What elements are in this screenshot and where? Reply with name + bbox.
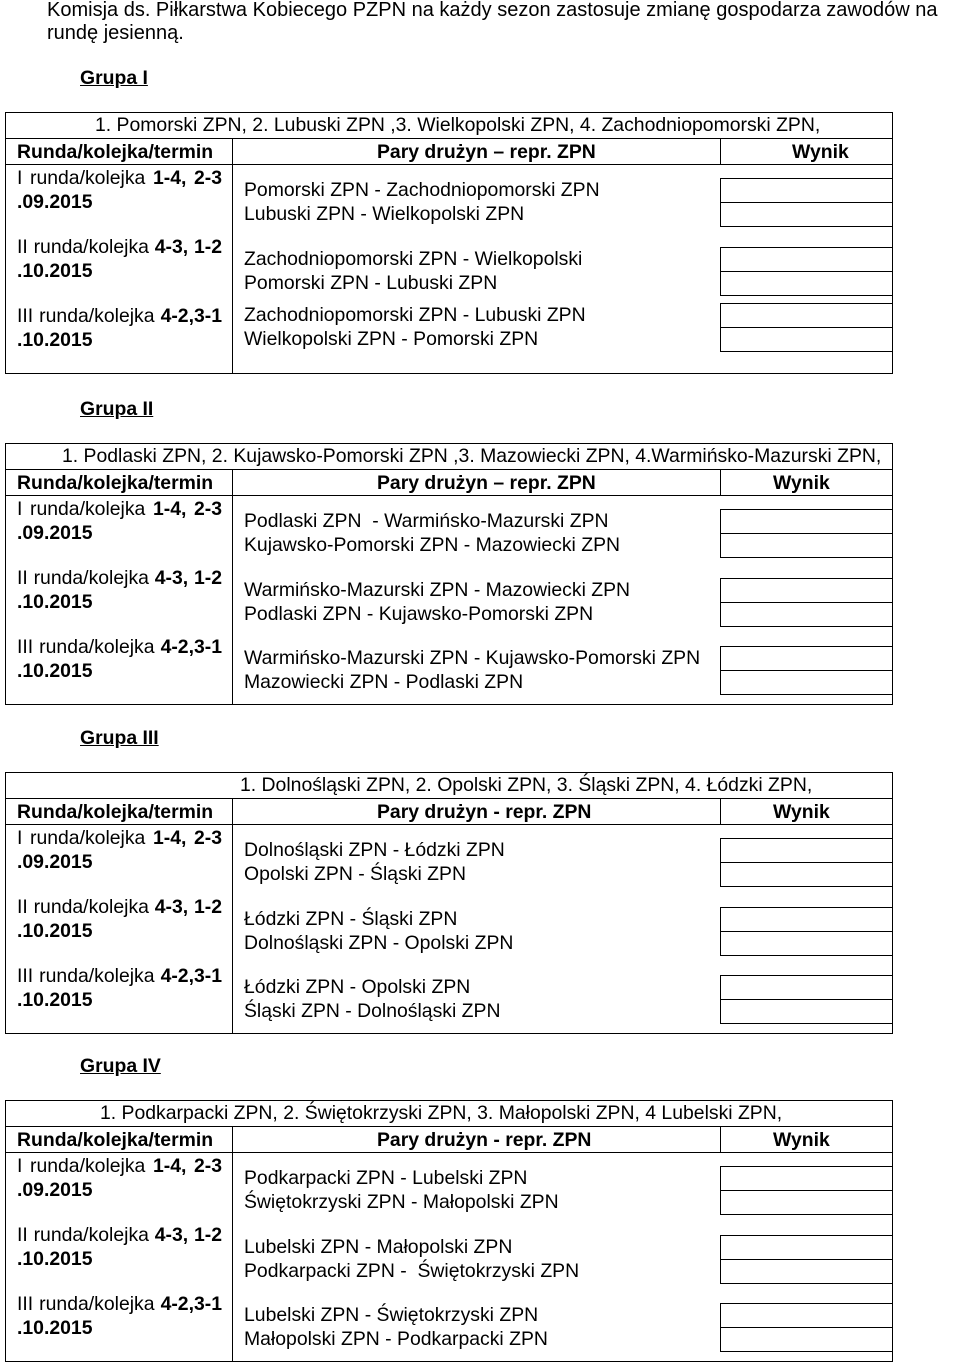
header-round: Runda/kolejka/termin [17, 472, 214, 494]
round-name: III runda/kolejka [17, 965, 155, 987]
result-cell [720, 271, 893, 296]
group-2 [0, 398, 960, 705]
round-name: I runda/kolejka [17, 827, 146, 849]
result-cell [720, 646, 893, 671]
group-4 [0, 1055, 960, 1362]
result-cell [720, 1166, 893, 1191]
round-name: I runda/kolejka [17, 498, 146, 520]
round-name: I runda/kolejka [17, 1155, 146, 1177]
round-2-label [17, 235, 222, 283]
result-cell [720, 975, 893, 1000]
header-round: Runda/kolejka/termin [17, 801, 214, 823]
result-cell [720, 533, 893, 558]
match: Podkarpacki ZPN - Lubelski ZPN [244, 1167, 528, 1189]
round-date: .09.2015 [17, 851, 93, 873]
match: Dolnośląski ZPN - Opolski ZPN [244, 932, 514, 954]
round-1-matches [244, 1166, 714, 1214]
group-title: Grupa I [80, 67, 148, 89]
round-pairing: 4-2,3-1 [160, 636, 223, 658]
group-title: Grupa II [80, 398, 154, 420]
round-date: .10.2015 [17, 329, 93, 351]
table-rule [5, 138, 893, 139]
match: Warmińsko-Mazurski ZPN - Mazowiecki ZPN [244, 579, 631, 601]
result-cell [720, 1190, 893, 1215]
round-date: .10.2015 [17, 1317, 93, 1339]
header-result: Wynik [792, 141, 849, 163]
match: Podkarpacki ZPN - Świętokrzyski ZPN [244, 1260, 580, 1282]
round-pairing: 4-3, 1-2 [154, 236, 222, 258]
round-name: III runda/kolejka [17, 636, 155, 658]
round-pairing: 4-2,3-1 [160, 1293, 223, 1315]
result-cell [720, 202, 893, 227]
result-cell [720, 931, 893, 956]
result-cell [720, 1259, 893, 1284]
result-cell [720, 907, 893, 932]
result-cell [720, 602, 893, 627]
result-cell [720, 303, 893, 328]
table-rule [5, 1152, 893, 1153]
column-divider [720, 138, 721, 164]
match: Podlaski ZPN - Kujawsko-Pomorski ZPN [244, 603, 594, 625]
group-teams: 1. Podkarpacki ZPN, 2. Świętokrzyski ZPN, 3. Małopolski ZPN, 4 Lubelski ZPN, [100, 1102, 783, 1124]
round-1-label [17, 1154, 222, 1202]
group-teams: 1. Dolnośląski ZPN, 2. Opolski ZPN, 3. Śląski ZPN, 4. Łódzki ZPN, [240, 774, 813, 796]
round-pairing: 4-2,3-1 [160, 965, 223, 987]
match: Kujawsko-Pomorski ZPN - Mazowiecki ZPN [244, 534, 621, 556]
round-2-matches [244, 247, 714, 295]
round-2-label [17, 566, 222, 614]
table-rule [5, 495, 893, 496]
match: Pomorski ZPN - Zachodniopomorski ZPN [244, 179, 600, 201]
column-divider [232, 138, 233, 374]
header-round: Runda/kolejka/termin [17, 1129, 214, 1151]
match: Opolski ZPN - Śląski ZPN [244, 863, 466, 885]
header-pairs: Pary drużyn - repr. ZPN [377, 1129, 592, 1151]
header-pairs: Pary drużyn - repr. ZPN [377, 801, 592, 823]
result-cell [720, 247, 893, 272]
round-pairing: 4-2,3-1 [160, 305, 223, 327]
table-rule [5, 164, 893, 165]
group-3 [0, 727, 960, 1034]
round-pairing: 1-4, 2-3 [152, 167, 222, 189]
header-result: Wynik [773, 801, 830, 823]
result-cell [720, 178, 893, 203]
round-date: .10.2015 [17, 1248, 93, 1270]
intro-line-1: Komisja ds. Piłkarstwa Kobiecego PZPN na każdy sezon zastosuje zmianę gospodarza zawodów na [47, 0, 938, 21]
round-pairing: 4-3, 1-2 [154, 1224, 222, 1246]
round-1-label [17, 826, 222, 874]
round-name: II runda/kolejka [17, 567, 149, 589]
round-2-matches [244, 578, 714, 626]
group-title: Grupa IV [80, 1055, 161, 1077]
round-date: .09.2015 [17, 1179, 93, 1201]
round-date: .10.2015 [17, 260, 93, 282]
round-2-matches [244, 907, 714, 955]
round-name: II runda/kolejka [17, 896, 149, 918]
result-cell [720, 838, 893, 863]
round-date: .10.2015 [17, 920, 93, 942]
match: Zachodniopomorski ZPN - Wielkopolski [244, 248, 583, 270]
table-rule [5, 824, 893, 825]
group-teams: 1. Pomorski ZPN, 2. Lubuski ZPN ,3. Wielkopolski ZPN, 4. Zachodniopomorski ZPN, [95, 114, 821, 136]
match: Warmińsko-Mazurski ZPN - Kujawsko-Pomorski ZPN [244, 647, 701, 669]
match: Podlaski ZPN - Warmińsko-Mazurski ZPN [244, 510, 609, 532]
round-2-matches [244, 1235, 714, 1283]
round-pairing: 1-4, 2-3 [152, 827, 222, 849]
column-divider [232, 1126, 233, 1362]
group-teams: 1. Podlaski ZPN, 2. Kujawsko-Pomorski ZPN ,3. Mazowiecki ZPN, 4.Warmińsko-Mazurski ZPN, [62, 445, 882, 467]
group-title: Grupa III [80, 727, 159, 749]
table-rule [5, 469, 893, 470]
match: Lubuski ZPN - Wielkopolski ZPN [244, 203, 525, 225]
header-pairs: Pary drużyn – repr. ZPN [377, 472, 596, 494]
round-date: .09.2015 [17, 191, 93, 213]
round-date: .10.2015 [17, 591, 93, 613]
result-cell [720, 578, 893, 603]
match: Wielkopolski ZPN - Pomorski ZPN [244, 328, 539, 350]
match: Łódzki ZPN - Śląski ZPN [244, 908, 458, 930]
result-cell [720, 999, 893, 1024]
match: Lubelski ZPN - Świętokrzyski ZPN [244, 1304, 539, 1326]
round-name: III runda/kolejka [17, 1293, 155, 1315]
header-result: Wynik [773, 1129, 830, 1151]
result-cell [720, 1327, 893, 1352]
round-3-label [17, 964, 222, 1012]
round-pairing: 4-3, 1-2 [154, 896, 222, 918]
table-rule [5, 1126, 893, 1127]
round-date: .09.2015 [17, 522, 93, 544]
round-1-label [17, 166, 222, 214]
round-1-matches [244, 509, 714, 557]
match: Śląski ZPN - Dolnośląski ZPN [244, 1000, 501, 1022]
round-1-matches [244, 838, 714, 886]
column-divider [232, 798, 233, 1034]
round-3-matches [244, 303, 714, 351]
header-pairs: Pary drużyn – repr. ZPN [377, 141, 596, 163]
round-pairing: 1-4, 2-3 [152, 1155, 222, 1177]
round-name: II runda/kolejka [17, 1224, 149, 1246]
round-date: .10.2015 [17, 989, 93, 1011]
header-result: Wynik [773, 472, 830, 494]
round-name: II runda/kolejka [17, 236, 149, 258]
round-3-label [17, 635, 222, 683]
result-cell [720, 670, 893, 695]
round-3-matches [244, 646, 714, 694]
round-3-matches [244, 1303, 714, 1351]
result-cell [720, 327, 893, 352]
result-cell [720, 1235, 893, 1260]
column-divider [720, 798, 721, 824]
result-cell [720, 862, 893, 887]
round-pairing: 1-4, 2-3 [152, 498, 222, 520]
match: Mazowiecki ZPN - Podlaski ZPN [244, 671, 524, 693]
match: Zachodniopomorski ZPN - Lubuski ZPN [244, 304, 586, 326]
match: Świętokrzyski ZPN - Małopolski ZPN [244, 1191, 559, 1213]
round-1-matches [244, 178, 714, 226]
round-name: III runda/kolejka [17, 305, 155, 327]
match: Pomorski ZPN - Lubuski ZPN [244, 272, 498, 294]
round-2-label [17, 895, 222, 943]
round-3-matches [244, 975, 714, 1023]
round-pairing: 4-3, 1-2 [154, 567, 222, 589]
result-cell [720, 509, 893, 534]
group-1 [0, 67, 960, 374]
round-1-label [17, 497, 222, 545]
round-3-label [17, 304, 222, 352]
table-rule [5, 798, 893, 799]
column-divider [720, 469, 721, 495]
round-3-label [17, 1292, 222, 1340]
column-divider [720, 1126, 721, 1152]
result-cell [720, 1303, 893, 1328]
header-round: Runda/kolejka/termin [17, 141, 214, 163]
match: Łódzki ZPN - Opolski ZPN [244, 976, 471, 998]
column-divider [232, 469, 233, 705]
round-name: I runda/kolejka [17, 167, 146, 189]
match: Dolnośląski ZPN - Łódzki ZPN [244, 839, 505, 861]
match: Lubelski ZPN - Małopolski ZPN [244, 1236, 513, 1258]
round-2-label [17, 1223, 222, 1271]
intro-line-2: rundę jesienną. [47, 22, 184, 44]
round-date: .10.2015 [17, 660, 93, 682]
match: Małopolski ZPN - Podkarpacki ZPN [244, 1328, 548, 1350]
